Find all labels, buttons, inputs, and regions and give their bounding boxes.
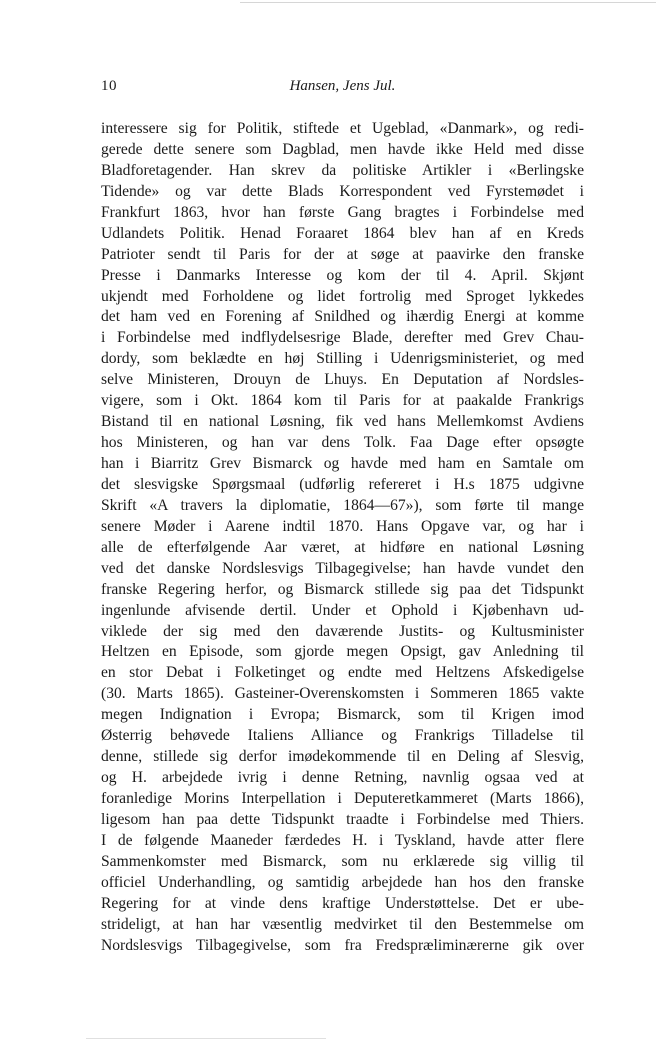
text-line: Udlandets Politik. Henad Foraaret 1864 blev han af en Kreds xyxy=(101,224,584,242)
text-line: Presse i Danmarks Interesse og kom der til 4. April. Skjønt xyxy=(101,266,584,284)
text-line: alle de efterfølgende Aar været, at hidføre en national Løsning xyxy=(101,538,584,556)
text-line: Bladforetagender. Han skrev da politiske Artikler i «Berlingske xyxy=(101,161,584,179)
text-line: I de følgende Maaneder færdedes H. i Tyskland, havde atter flere xyxy=(101,831,584,849)
bottom-edge-rule xyxy=(86,1038,326,1039)
text-line: Østerrig behøvede Italiens Alliance og Frankrigs Tilladelse til xyxy=(101,727,584,745)
text-line: Heltzen en Episode, som gjorde megen Opsigt, gav Anledning til xyxy=(101,643,584,661)
text-line: gerede dette senere som Dagblad, men havde ikke Held med disse xyxy=(101,140,584,158)
text-line: og H. arbejdede ivrig i denne Retning, navnlig ogsaa ved at xyxy=(101,769,584,787)
text-line: officiel Underhandling, og samtidig arbejdede han hos den franske xyxy=(101,873,584,891)
body-text xyxy=(101,119,584,957)
text-line: ingenlunde afvisende dertil. Under et Ophold i Kjøbenhavn ud- xyxy=(101,601,584,619)
text-line: det ham ved en Forening af Snildhed og ihærdig Energi at komme xyxy=(101,308,584,326)
text-line: Sammenkomster med Bismarck, som nu erklærede sig villig til xyxy=(101,852,584,870)
text-line: franske Regering herfor, og Bismarck stillede sig paa det Tidspunkt xyxy=(101,580,584,598)
text-line: Tidende» og var dette Blads Korrespondent ved Fyrstemødet i xyxy=(101,182,584,200)
text-line: det slesvigske Spørgsmaal (udførlig refereret i H.s 1875 udgivne xyxy=(101,475,584,493)
page-number: 10 xyxy=(101,78,117,94)
text-line: vigere, som i Okt. 1864 kom til Paris for at paakalde Frankrigs xyxy=(101,392,584,410)
page-header xyxy=(101,78,584,102)
text-line: foranledige Morins Interpellation i Deputeretkammeret (Marts 1866), xyxy=(101,790,584,807)
text-line: han i Biarritz Grev Bismarck og havde med ham en Samtale om xyxy=(101,455,584,472)
text-line: megen Indignation i Evropa; Bismarck, som til Krigen imod xyxy=(101,706,584,724)
text-line: (30. Marts 1865). Gasteiner-Overenskomsten i Sommeren 1865 vakte xyxy=(101,685,584,703)
text-line: viklede der sig med den daværende Justits- og Kultusminister xyxy=(101,622,584,640)
text-line: Nordslesvigs Tilbagegivelse, som fra Fredspræliminærerne gik over xyxy=(101,936,584,954)
text-line: strideligt, at han har væsentlig medvirket til den Bestemmelse om xyxy=(101,915,584,933)
text-line: i Forbindelse med indflydelsesrige Blade, derefter med Grev Chau- xyxy=(101,329,584,347)
text-line: interessere sig for Politik, stiftede et Ugeblad, «Danmark», og redi- xyxy=(101,120,584,137)
running-head: Hansen, Jens Jul. xyxy=(289,78,396,94)
text-line: ved det danske Nordslesvigs Tilbagegivelse; han havde vundet den xyxy=(101,559,584,577)
text-line: denne, stillede sig derfor imødekommende til en Deling af Slesvig, xyxy=(101,748,584,766)
text-line: hos Ministeren, og han var dens Tolk. Faa Dage efter opsøgte xyxy=(101,434,584,452)
text-line: Regering for at vinde dens kraftige Understøttelse. Det er ube- xyxy=(101,894,584,912)
text-line: Frankfurt 1863, hvor han første Gang bragtes i Forbindelse med xyxy=(101,203,584,221)
text-line: senere Møder i Aarene indtil 1870. Hans Opgave var, og har i xyxy=(101,517,584,535)
text-line: Patrioter sendt til Paris for der at søge at paavirke den franske xyxy=(101,245,584,263)
text-line: en stor Debat i Folketinget og endte med Heltzens Afskedigelse xyxy=(101,664,584,682)
text-line: Skrift «A travers la diplomatie, 1864—67»), som førte til mange xyxy=(101,496,584,514)
text-line: ligesom han paa dette Tidspunkt traadte i Forbindelse med Thiers. xyxy=(101,810,584,828)
top-edge-rule xyxy=(240,2,656,3)
text-line: Bistand til en national Løsning, fik ved hans Mellemkomst Avdiens xyxy=(101,413,584,431)
text-line: selve Ministeren, Drouyn de Lhuys. En Deputation af Nordsles- xyxy=(101,371,584,389)
text-line: ukjendt med Forholdene og lidet fortrolig med Sproget lykkedes xyxy=(101,287,584,305)
text-line: dordy, som beklædte en høj Stilling i Udenrigsministeriet, og med xyxy=(101,350,584,368)
